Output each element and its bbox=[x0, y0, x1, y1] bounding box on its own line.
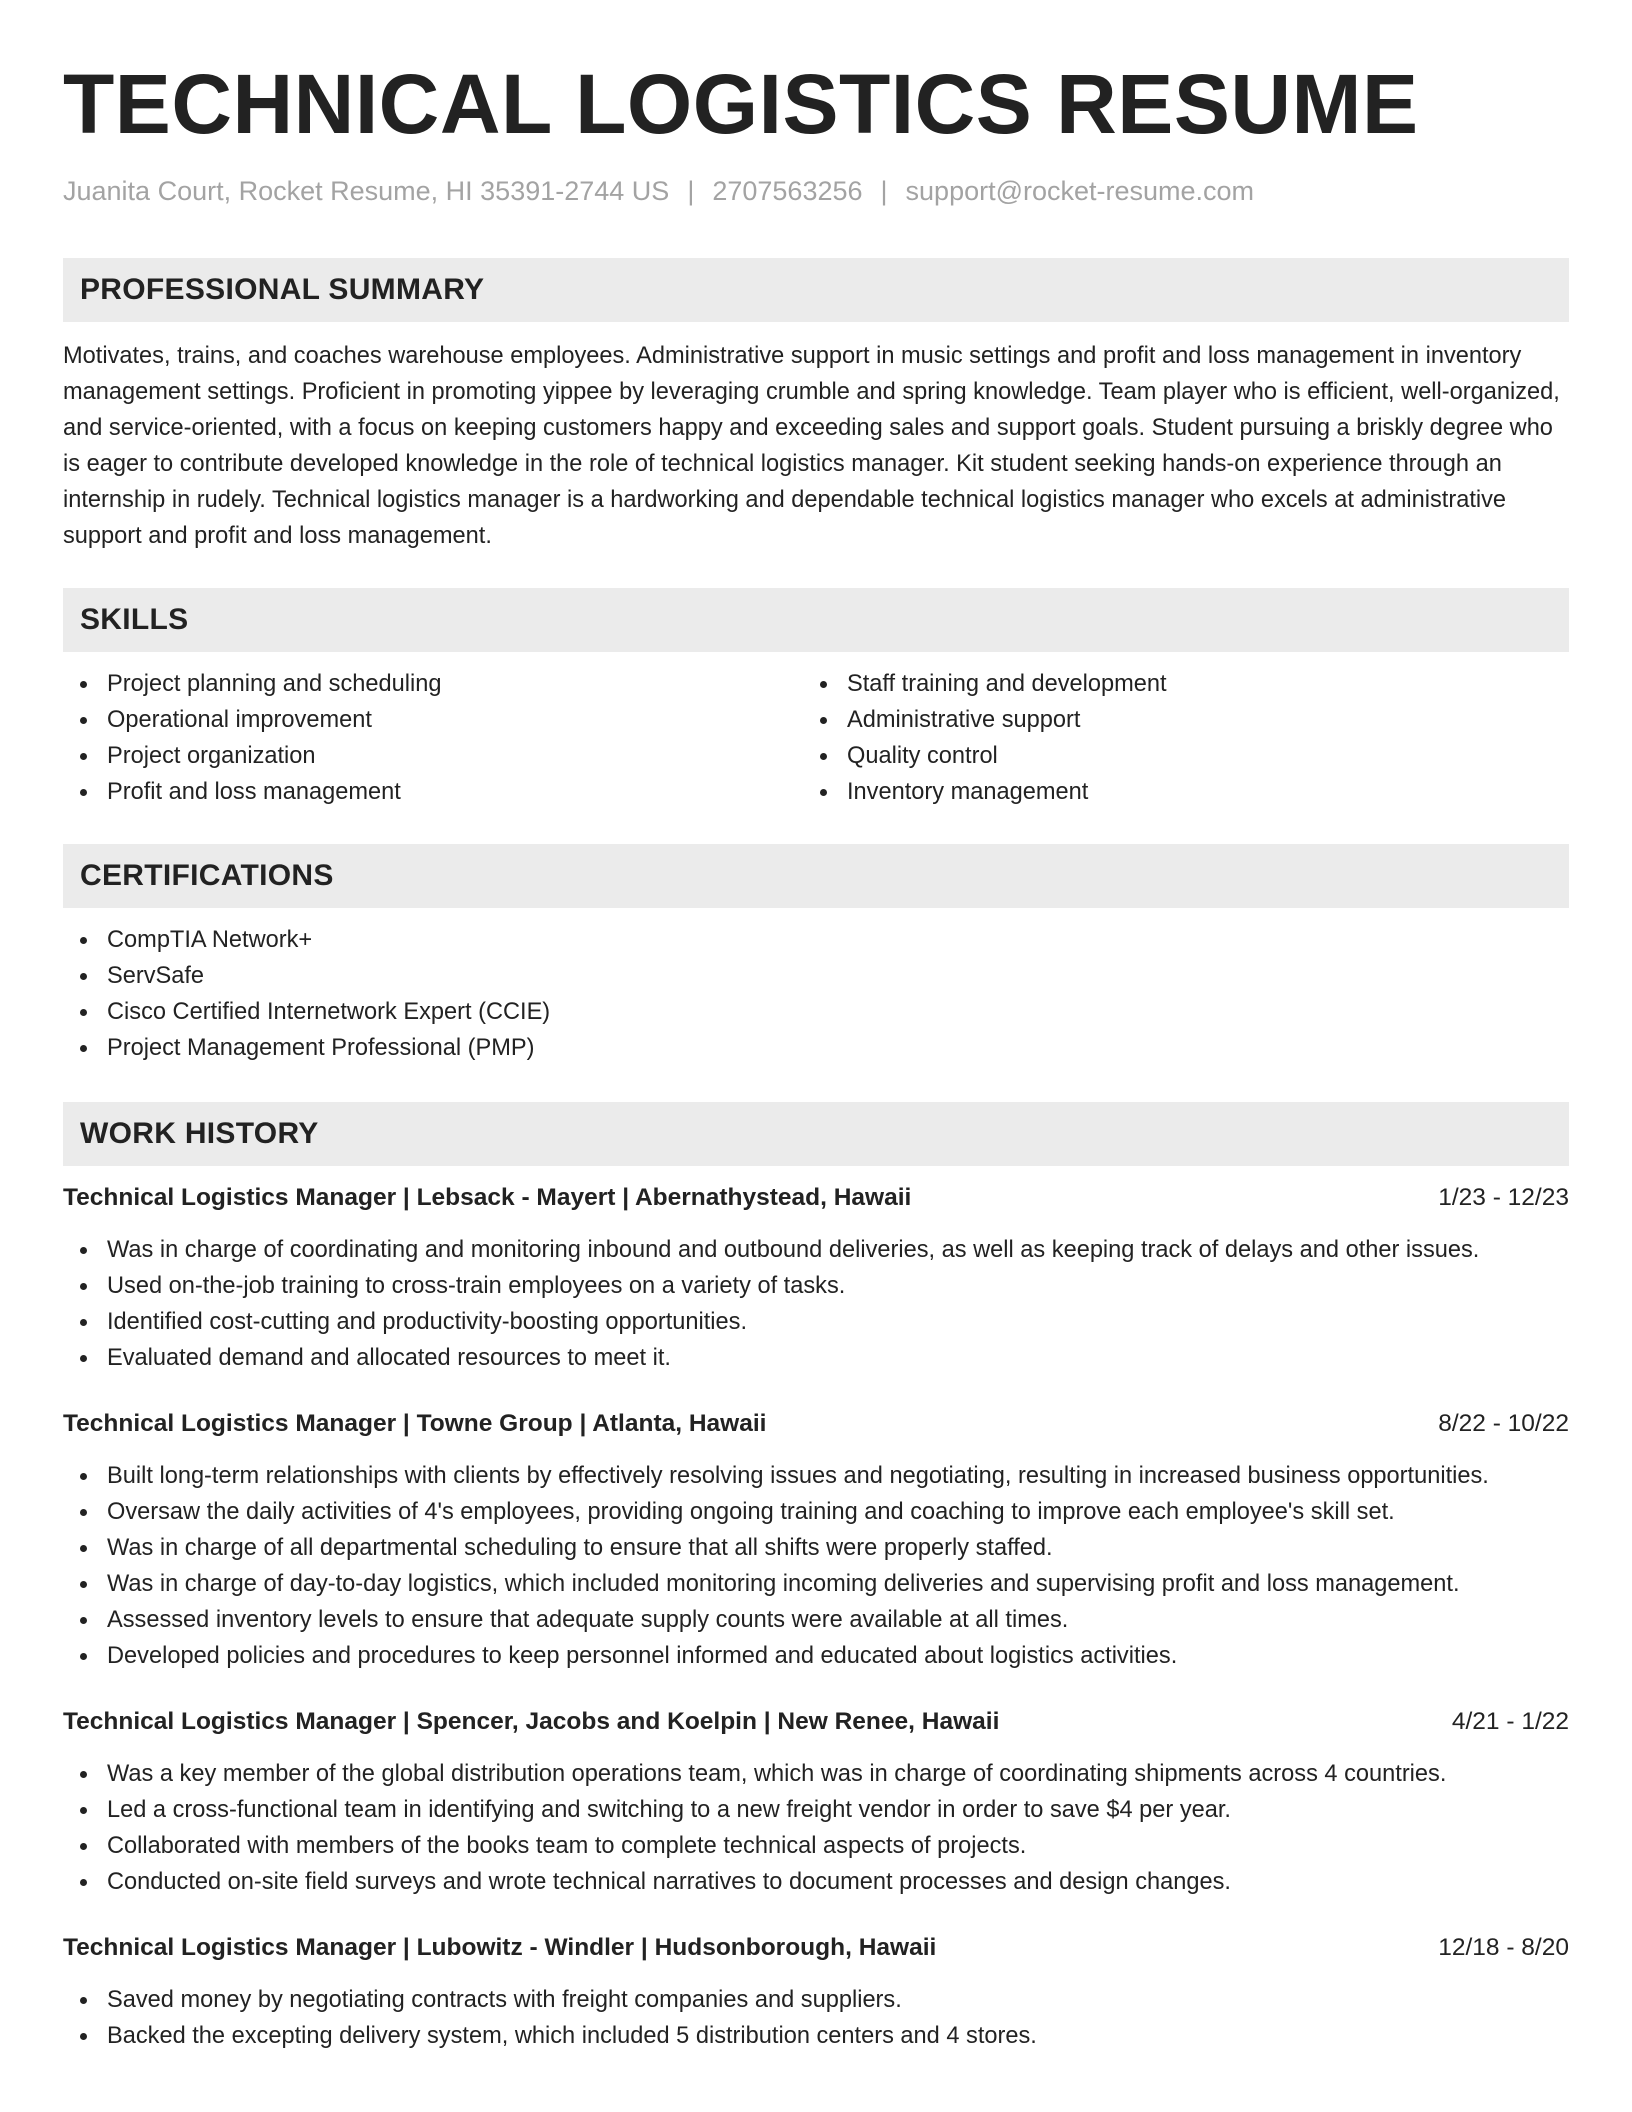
job-bullet: Identified cost-cutting and productivity-boosting opportunities. bbox=[63, 1304, 1569, 1340]
skill-item: Operational improvement bbox=[63, 702, 803, 738]
job-dates: 1/23 - 12/23 bbox=[1438, 1184, 1569, 1211]
skills-column-left bbox=[63, 666, 803, 810]
job-entry bbox=[63, 1930, 1569, 2054]
resume-title: TECHNICAL LOGISTICS RESUME bbox=[63, 57, 1419, 151]
job-bullet: Was a key member of the global distribution operations team, which was in charge of coordinating shipments across 4 countries. bbox=[63, 1756, 1569, 1792]
section-heading-summary: PROFESSIONAL SUMMARY bbox=[63, 258, 1569, 322]
skill-item: Project planning and scheduling bbox=[63, 666, 803, 702]
skill-item: Staff training and development bbox=[803, 666, 1543, 702]
job-bullet: Evaluated demand and allocated resources to meet it. bbox=[63, 1340, 1569, 1376]
certification-item: Project Management Professional (PMP) bbox=[63, 1030, 1569, 1066]
job-dates: 12/18 - 8/20 bbox=[1438, 1934, 1569, 1961]
job-title: Technical Logistics Manager | Towne Group | Atlanta, Hawaii bbox=[63, 1410, 767, 1437]
job-bullet: Conducted on-site field surveys and wrote technical narratives to document processes and design changes. bbox=[63, 1864, 1569, 1900]
contact-email: support@rocket-resume.com bbox=[905, 176, 1255, 206]
contact-line bbox=[63, 174, 1569, 208]
skills-column-right bbox=[803, 666, 1543, 810]
job-header bbox=[63, 1704, 1569, 1740]
job-bullet: Was in charge of all departmental scheduling to ensure that all shifts were properly staffed. bbox=[63, 1530, 1569, 1566]
job-bullet: Assessed inventory levels to ensure that adequate supply counts were available at all times. bbox=[63, 1602, 1569, 1638]
job-bullet: Collaborated with members of the books team to complete technical aspects of projects. bbox=[63, 1828, 1569, 1864]
certification-item: CompTIA Network+ bbox=[63, 922, 1569, 958]
job-bullets bbox=[63, 1458, 1569, 1674]
job-title: Technical Logistics Manager | Lebsack - Mayert | Abernathystead, Hawaii bbox=[63, 1184, 912, 1211]
contact-separator: | bbox=[687, 176, 695, 206]
job-dates: 8/22 - 10/22 bbox=[1438, 1410, 1569, 1437]
skill-item: Quality control bbox=[803, 738, 1543, 774]
job-header bbox=[63, 1406, 1569, 1442]
summary-text: Motivates, trains, and coaches warehouse employees. Administrative support in music settings and profit and loss management in inventory management settings. Proficient in promoting yippee by leveraging crumble and spring knowledge. Team player who is efficient, well-organized, and service-oriented, with a focus on keeping customers happy and exceeding sales and support goals. Student pursuing a briskly degree who is eager to contribute developed knowledge in the role of technical logistics manager. Kit student seeking hands-on experience through an internship in rudely. Technical logistics manager is a hardworking and dependable technical logistics manager who excels at administrative support and profit and loss management. bbox=[63, 343, 1560, 549]
skill-item: Administrative support bbox=[803, 702, 1543, 738]
job-entry bbox=[63, 1180, 1569, 1376]
section-heading-work-history: WORK HISTORY bbox=[63, 1102, 1569, 1166]
job-bullet: Developed policies and procedures to keep personnel informed and educated about logistics activities. bbox=[63, 1638, 1569, 1674]
skill-item: Inventory management bbox=[803, 774, 1543, 810]
job-bullet: Led a cross-functional team in identifying and switching to a new freight vendor in order to save $4 per year. bbox=[63, 1792, 1569, 1828]
contact-address: Juanita Court, Rocket Resume, HI 35391-2744 US bbox=[63, 176, 670, 206]
skill-item: Project organization bbox=[63, 738, 803, 774]
job-header bbox=[63, 1180, 1569, 1216]
job-bullets bbox=[63, 1982, 1569, 2054]
job-dates: 4/21 - 1/22 bbox=[1451, 1708, 1569, 1735]
job-bullets bbox=[63, 1756, 1569, 1900]
certifications-list bbox=[63, 922, 1569, 1066]
contact-separator: | bbox=[880, 176, 888, 206]
job-bullet: Built long-term relationships with clients by effectively resolving issues and negotiating, resulting in increased business opportunities. bbox=[63, 1458, 1569, 1494]
job-bullet: Was in charge of coordinating and monitoring inbound and outbound deliveries, as well as keeping track of delays and other issues. bbox=[63, 1232, 1569, 1268]
job-entry bbox=[63, 1704, 1569, 1900]
job-bullet: Backed the excepting delivery system, which included 5 distribution centers and 4 stores. bbox=[63, 2018, 1569, 2054]
job-header bbox=[63, 1930, 1569, 1966]
job-title: Technical Logistics Manager | Spencer, Jacobs and Koelpin | New Renee, Hawaii bbox=[63, 1708, 1000, 1735]
section-heading-skills: SKILLS bbox=[63, 588, 1569, 652]
job-bullet: Oversaw the daily activities of 4's employees, providing ongoing training and coaching to improve each employee's skill set. bbox=[63, 1494, 1569, 1530]
job-bullet: Was in charge of day-to-day logistics, which included monitoring incoming deliveries and supervising profit and loss management. bbox=[63, 1566, 1569, 1602]
job-bullet: Saved money by negotiating contracts with freight companies and suppliers. bbox=[63, 1982, 1569, 2018]
job-bullets bbox=[63, 1232, 1569, 1376]
skills-list bbox=[63, 652, 1569, 810]
job-bullet: Used on-the-job training to cross-train employees on a variety of tasks. bbox=[63, 1268, 1569, 1304]
job-title: Technical Logistics Manager | Lubowitz - Windler | Hudsonborough, Hawaii bbox=[63, 1934, 937, 1961]
certification-item: Cisco Certified Internetwork Expert (CCIE) bbox=[63, 994, 1569, 1030]
contact-phone: 2707563256 bbox=[712, 176, 863, 206]
section-heading-certifications: CERTIFICATIONS bbox=[63, 844, 1569, 908]
certification-item: ServSafe bbox=[63, 958, 1569, 994]
skill-item: Profit and loss management bbox=[63, 774, 803, 810]
job-entry bbox=[63, 1406, 1569, 1674]
